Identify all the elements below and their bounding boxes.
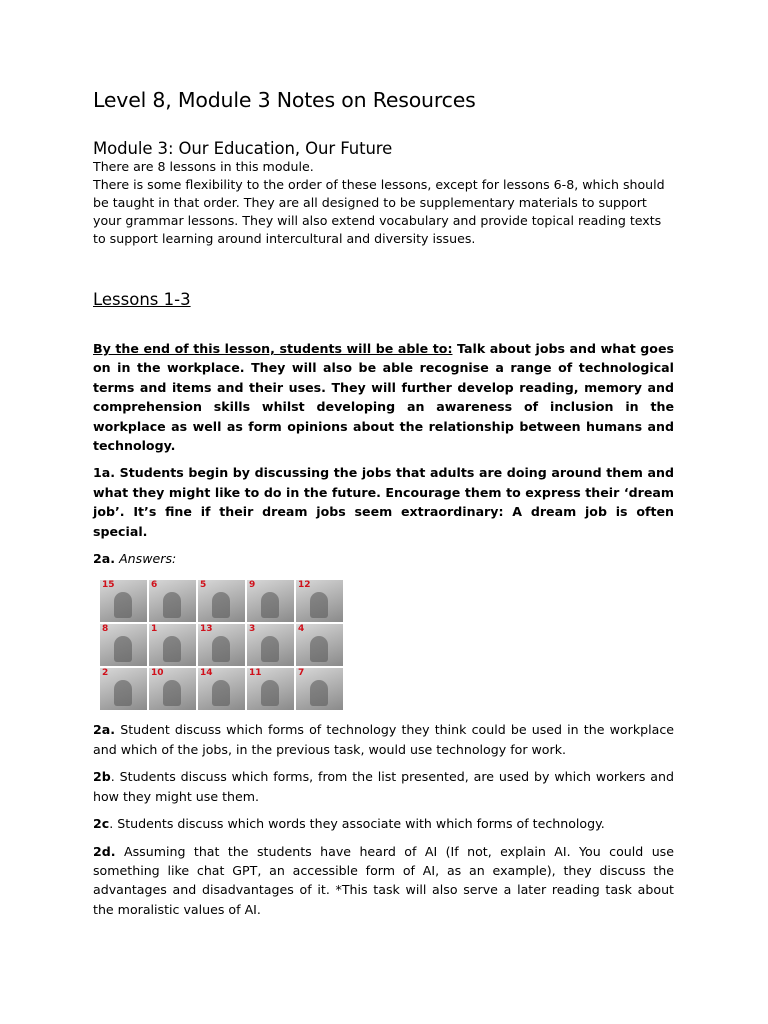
task-2a <box>93 720 674 759</box>
module-heading: Module 3: Our Education, Our Future <box>93 139 393 158</box>
photo-tile-number: 13 <box>200 624 213 635</box>
photo-tile-number: 2 <box>102 668 109 679</box>
person-photo-icon <box>310 592 328 618</box>
photo-tile <box>296 624 343 666</box>
task-2a-answers <box>93 549 674 568</box>
task-2b <box>93 767 674 806</box>
photo-tile-number: 7 <box>298 668 305 679</box>
photo-tile <box>198 668 245 710</box>
task-2d <box>93 842 674 920</box>
task-text: Student discuss which forms of technology they think could be used in the workplace and which of the jobs, in the previous task, would use technology for work. <box>93 722 674 757</box>
task-2c <box>93 814 674 833</box>
photo-tile <box>100 580 147 622</box>
task-number: 2c <box>93 816 110 832</box>
photo-tile-number: 10 <box>151 668 164 679</box>
answers-photo-grid <box>100 580 346 712</box>
person-photo-icon <box>261 680 279 706</box>
person-photo-icon <box>261 592 279 618</box>
person-photo-icon <box>261 636 279 662</box>
photo-tile <box>296 580 343 622</box>
photo-tile <box>247 624 294 666</box>
intro-line-2: There is some flexibility to the order of these lessons, except for lessons 6-8, which should be taught in that order. They are all designed to be supplementary materials to support your grammar lessons. They will also extend vocabulary and provide topical reading texts to support learning around intercultural and diversity issues. <box>93 177 665 246</box>
task-text: Assuming that the students have heard of AI (If not, explain AI. You could use something like chat GPT, an accessible form of AI, as an example), they discuss the advantages and disadvantages of it. *This task will also serve a later reading task about the moralistic values of AI. <box>93 843 674 917</box>
photo-tile <box>149 668 196 710</box>
task-number: 2b <box>93 769 111 785</box>
photo-tile-number: 3 <box>249 624 256 635</box>
page-title: Level 8, Module 3 Notes on Resources <box>93 88 476 112</box>
person-photo-icon <box>310 680 328 706</box>
photo-tile-number: 9 <box>249 580 256 591</box>
photo-tile <box>100 624 147 666</box>
photo-tile <box>247 580 294 622</box>
person-photo-icon <box>212 680 230 706</box>
photo-tile-number: 14 <box>200 668 213 679</box>
person-photo-icon <box>163 592 181 618</box>
photo-tile <box>149 580 196 622</box>
person-photo-icon <box>114 680 132 706</box>
photo-tile <box>149 624 196 666</box>
task-text: . Students discuss which forms, from the list presented, are used by which workers and how they might use them. <box>93 769 674 804</box>
lesson-objective <box>93 339 674 455</box>
photo-tile <box>100 668 147 710</box>
task-number: 2a. <box>93 722 116 738</box>
task-text: . Students discuss which words they associate with which forms of technology. <box>109 816 605 832</box>
photo-tile <box>198 624 245 666</box>
objective-lead: By the end of this lesson, students will be able to: <box>93 341 453 356</box>
person-photo-icon <box>163 680 181 706</box>
lessons-heading: Lessons 1-3 <box>93 290 191 309</box>
person-photo-icon <box>163 636 181 662</box>
task-number: 2d. <box>93 843 116 859</box>
photo-tile-number: 1 <box>151 624 158 635</box>
objective-text: Talk about jobs and what goes on in the workplace. They will also be able recognise a range of technological terms and items and their uses. They will further develop reading, memory and comprehension skills whilst developing an awareness of inclusion in the workplace as well as form opinions about the relationship between humans and technology. <box>93 341 674 454</box>
answers-label: Answers: <box>119 551 177 567</box>
photo-tile-number: 12 <box>298 580 311 591</box>
person-photo-icon <box>310 636 328 662</box>
photo-tile-number: 4 <box>298 624 305 635</box>
module-intro <box>93 158 674 248</box>
answers-number: 2a. <box>93 551 116 567</box>
photo-tile-number: 8 <box>102 624 109 635</box>
person-photo-icon <box>114 592 132 618</box>
photo-tile-number: 15 <box>102 580 115 591</box>
photo-tile <box>247 668 294 710</box>
photo-tile-number: 11 <box>249 668 262 679</box>
photo-tile <box>198 580 245 622</box>
task-1a: 1a. Students begin by discussing the jobs that adults are doing around them and what they might like to do in the future. Encourage them to express their ‘dream job’. It’s fine if their dream jobs seem extraordinary: A dream job is often special. <box>93 465 674 539</box>
photo-tile <box>296 668 343 710</box>
document-page <box>93 88 674 919</box>
intro-line-1: There are 8 lessons in this module. <box>93 159 314 174</box>
photo-tile-number: 6 <box>151 580 158 591</box>
person-photo-icon <box>212 592 230 618</box>
photo-tile-number: 5 <box>200 580 207 591</box>
person-photo-icon <box>212 636 230 662</box>
person-photo-icon <box>114 636 132 662</box>
